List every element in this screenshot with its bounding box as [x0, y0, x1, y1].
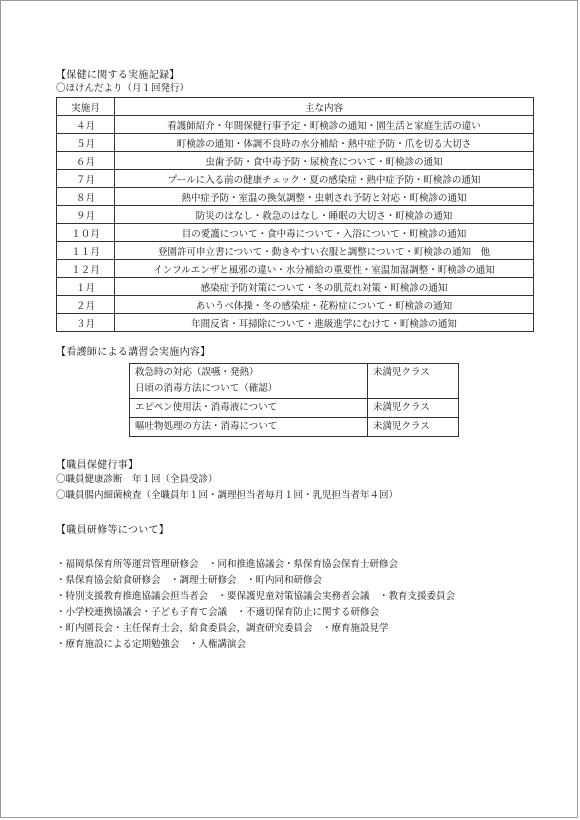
nurse-training-heading: 【看護師による講習会実施内容】	[56, 347, 211, 358]
table-row	[57, 134, 534, 152]
staff-training-heading: 【職員研修等について】	[56, 525, 170, 536]
content-cell: プールに入る前の健康チェック・夏の感染症・熱中症予防・町検診の通知	[115, 170, 534, 188]
table-row	[57, 224, 534, 242]
month-cell: ２月	[57, 296, 115, 314]
training-topic-line: 嘔吐物処理の方法・消毒について	[135, 421, 278, 432]
training-topic-line: 日頃の消毒方法について（確認）	[135, 383, 278, 394]
training-topic-line: エピペン使用法・消毒液について	[135, 402, 278, 413]
month-cell: ８月	[57, 188, 115, 206]
month-cell: １０月	[57, 224, 115, 242]
staff-health-heading: 【職員保健行事】	[56, 460, 139, 471]
table-row	[57, 314, 534, 332]
table-row	[57, 296, 534, 314]
table-row	[57, 170, 534, 188]
content-cell: 年間反省・耳掃除について・進級進学にむけて・町検診の通知	[115, 314, 534, 332]
content-cell: 虫歯予防・食中毒予防・尿検査について・町検診の通知	[115, 152, 534, 170]
training-topic-cell	[130, 399, 368, 418]
staff-training-line: ・県保育協会給食研修会 ・調理士研修会 ・町内同和研修会	[56, 575, 323, 586]
month-cell: １１月	[57, 242, 115, 260]
content-cell: あいうべ体操・冬の感染症・花粉症について・町検診の通知	[115, 296, 534, 314]
month-cell: １２月	[57, 260, 115, 278]
table-header-row	[57, 98, 534, 116]
table-row	[130, 418, 459, 437]
table-row	[57, 152, 534, 170]
content-cell: 感染症予防対策について・冬の肌荒れ対策・町検診の通知	[115, 278, 534, 296]
month-cell: ３月	[57, 314, 115, 332]
training-target-cell: 未満児クラス	[368, 364, 459, 399]
content-cell: 防災のはなし・救急のはなし・睡眠の大切さ・町検診の通知	[115, 206, 534, 224]
staff-training-line: ・福岡県保育所等運営管理研修会 ・同和推進協議会・県保育協会保育士研修会	[56, 559, 399, 570]
content-cell: 熱中症予防・室温の換気調整・虫刺され予防と対応・町検診の通知	[115, 188, 534, 206]
month-cell: ９月	[57, 206, 115, 224]
newsletter-table-body	[57, 116, 534, 332]
staff-health-item: 〇職員腸内細菌検査（全職員年１回・調理担当者毎月１回・乳児担当者年４回）	[56, 490, 399, 501]
table-row	[57, 116, 534, 134]
table-row	[57, 278, 534, 296]
content-cell: 町検診の通知・体調不良時の水分補給・熱中症予防・爪を切る大切さ	[115, 134, 534, 152]
staff-training-line: ・療育施設による定期勉強会 ・人権講演会	[56, 639, 247, 650]
document-content	[56, 69, 534, 653]
training-topic-cell	[130, 364, 368, 399]
content-cell: 登園許可申立書について・動きやすい衣服と調整について・町検診の通知 他	[115, 242, 534, 260]
staff-health-item: 〇職員健康診断 年１回（全員受診）	[56, 474, 218, 485]
health-heading: 【保健に関する実施記録】	[56, 70, 180, 81]
training-target-cell: 未満児クラス	[368, 399, 459, 418]
header-month: 実施月	[57, 98, 115, 116]
table-row	[130, 364, 459, 399]
month-cell: ７月	[57, 170, 115, 188]
nurse-training-table	[129, 363, 459, 437]
month-cell: ４月	[57, 116, 115, 134]
training-topic-cell	[130, 418, 368, 437]
month-cell: ６月	[57, 152, 115, 170]
training-topic-line: 救急時の対応（誤嚥・発熱）	[135, 367, 259, 378]
header-content: 主な内容	[115, 98, 534, 116]
month-cell: ５月	[57, 134, 115, 152]
content-cell: 看護師紹介・年間保健行事予定・町検診の通知・園生活と家庭生活の違い	[115, 116, 534, 134]
table-row	[57, 260, 534, 278]
month-cell: １月	[57, 278, 115, 296]
nurse-training-table-body	[130, 364, 459, 437]
table-row	[57, 206, 534, 224]
table-row	[57, 242, 534, 260]
table-row	[57, 188, 534, 206]
table-row	[130, 399, 459, 418]
newsletter-table	[56, 97, 534, 332]
training-target-cell: 未満児クラス	[368, 418, 459, 437]
content-cell: インフルエンザと風邪の違い・水分補給の重要性・室温加湿調整・町検診の通知	[115, 260, 534, 278]
staff-training-line: ・町内園長会・主任保育士会，給食委員会，調査研究委員会 ・療育施設見学	[56, 623, 389, 634]
staff-training-line: ・特別支援教育推進協議会担当者会 ・要保護児童対策協議会実務者会議 ・教育支援委員会	[56, 591, 456, 602]
content-cell: 目の愛護について・食中毒について・入浴について・町検診の通知	[115, 224, 534, 242]
staff-training-line: ・小学校連携協議会・子ども子育て会議 ・不適切保育防止に関する研修会	[56, 607, 380, 618]
newsletter-title: 〇ほけんだより（月１回発行）	[56, 83, 190, 94]
